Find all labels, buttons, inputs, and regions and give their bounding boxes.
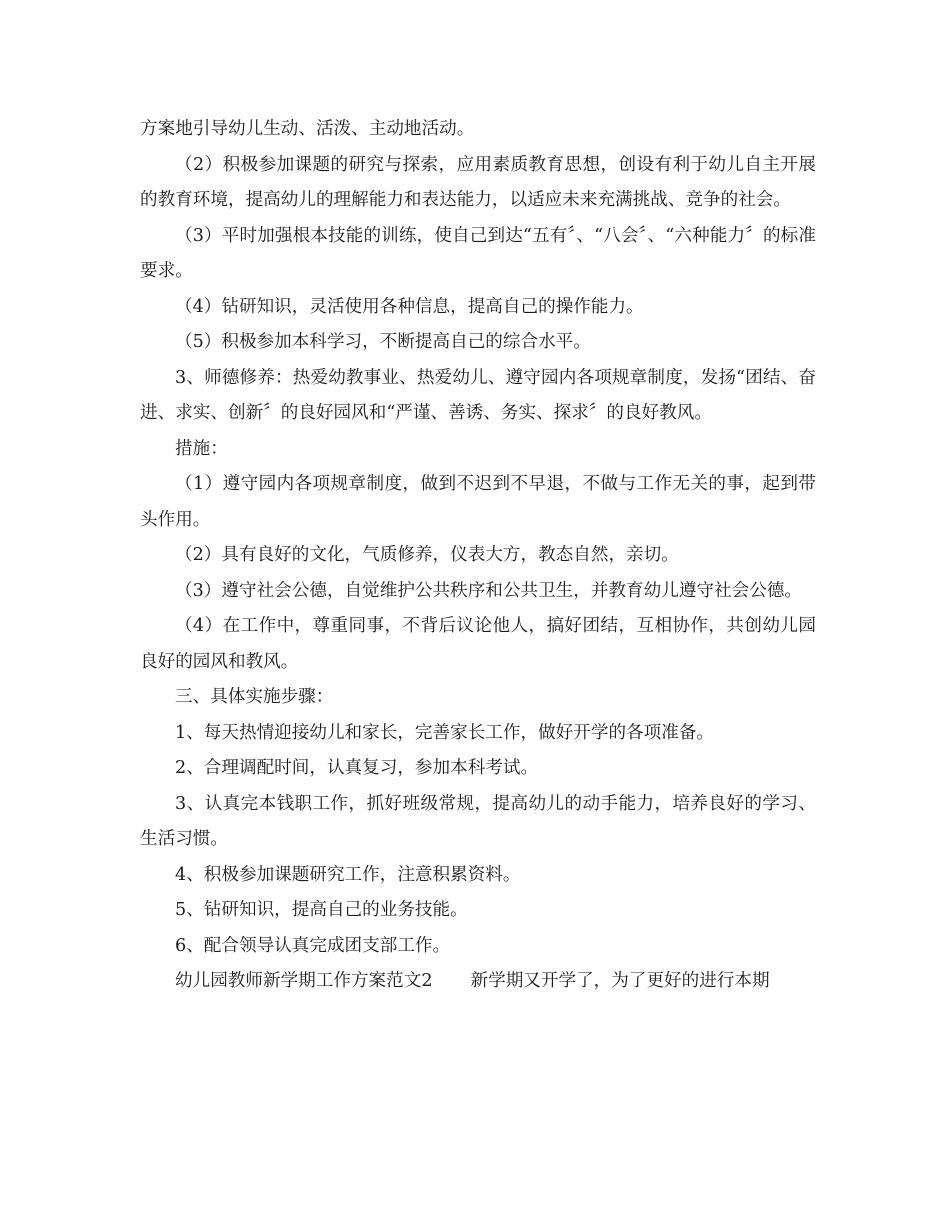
step-3: 3、认真完本钱职工作，抓好班级常规，提高幼儿的动手能力，培养良好的学习、生活习惯。 [140, 793, 816, 849]
paragraph-5: （5）积极参加本科学习，不断提高自己的综合水平。 [175, 332, 591, 352]
step-4: 4、积极参加课题研究工作，注意积累资料。 [175, 864, 521, 885]
next-article-line [140, 964, 816, 1000]
paragraph-10: （3）遵守社会公德，自觉维护公共秩序和公共卫生，并教育幼儿遵守社会公德。 [175, 580, 802, 601]
next-article-intro: 新学期又开学了，为了更好的进行本期 [470, 971, 770, 991]
step-1: 1、每天热情迎接幼儿和家长，完善家长工作，做好开学的各项准备。 [175, 722, 715, 743]
step-5: 5、钻研知识，提高自己的业务技能。 [175, 900, 468, 920]
paragraph-11: （4）在工作中，尊重同事，不背后议论他人，搞好团结，互相协作，共创幼儿园良好的园风和教风。 [140, 616, 816, 672]
step-6: 6、配合领导认真完成团支部工作。 [175, 935, 451, 956]
paragraph-6: 3、师德修养：热爱幼教事业、热爱幼儿、遵守园内各项规章制度，发扬“团结、奋进、求实、创新〞的良好园风和“严谨、善诱、务实、探求〞的良好教风。 [140, 367, 816, 423]
paragraph-9: （2）具有良好的文化，气质修养，仪表大方，教态自然，亲切。 [175, 545, 679, 565]
next-article-title: 幼儿园教师新学期工作方案范文2 [175, 971, 433, 991]
paragraph-7: 措施： [175, 438, 228, 459]
step-2: 2、合理调配时间，认真复习，参加本科考试。 [175, 758, 539, 778]
paragraph-1: 方案地引导幼儿生动、活泼、主动地活动。 [140, 119, 475, 139]
paragraph-3: （3）平时加强根本技能的训练，使自己到达“五有〞、“八会〞、“六种能力〞的标准要求。 [140, 225, 816, 281]
section-heading: 三、具体实施步骤： [175, 687, 334, 707]
paragraph-8: （1）遵守园内各项规章制度，做到不迟到不早退，不做与工作无关的事，起到带头作用。 [140, 474, 816, 530]
paragraph-4: （4）钻研知识，灵活使用各种信息，提高自己的操作能力。 [175, 296, 644, 317]
document-body [140, 112, 816, 1000]
paragraph-2: （2）积极参加课题的研究与探索，应用素质教育思想，创设有利于幼儿自主开展的教育环境，提高幼儿的理解能力和表达能力，以适应未来充满挑战、竞争的社会。 [140, 154, 816, 210]
